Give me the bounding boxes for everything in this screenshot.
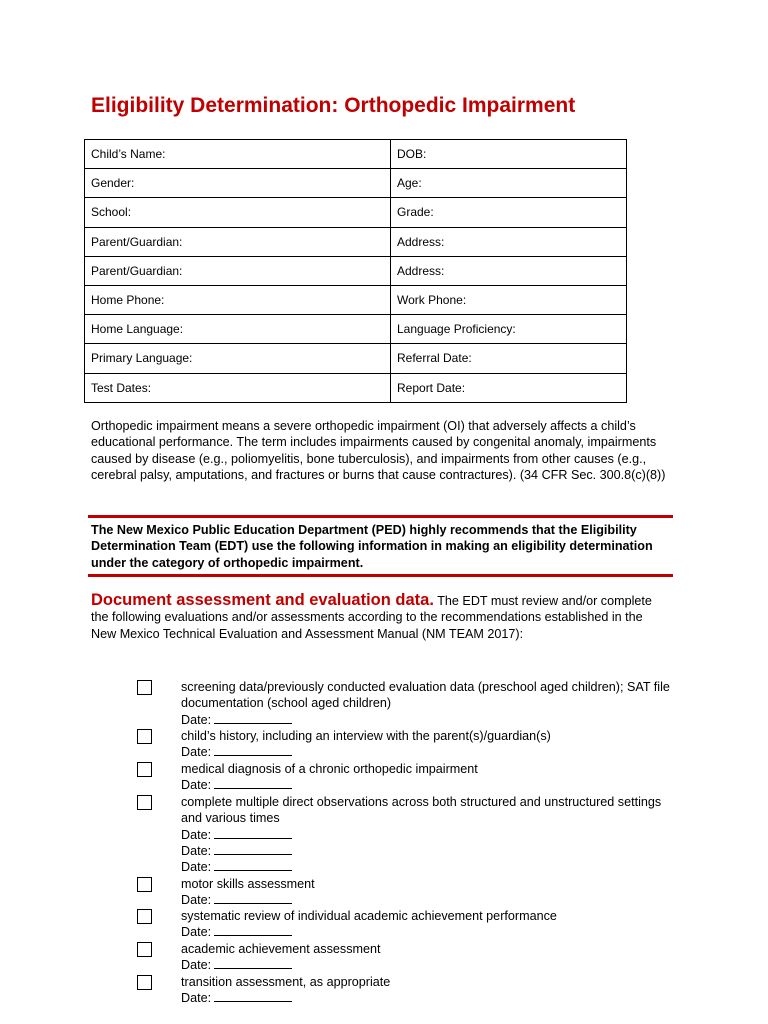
definition-paragraph: Orthopedic impairment means a severe orthopedic impairment (OI) that adversely affects a child’s educational performance. The term includes impairments caused by congenital anomaly, impairments caused by disease (e.g., poliomyelitis, bone tuberculosis), and impairments from other causes (e.g., cerebral palsy, amputations, and fractures or burns that cause contractures). (34 CFR Sec. 300.8(c)(8)) [91, 419, 666, 482]
checklist-item-label: academic achievement assessment [181, 942, 381, 956]
info-cell-right[interactable]: Referral Date: [391, 344, 627, 373]
info-cell-left[interactable]: Home Phone: [85, 285, 391, 314]
info-cell-right[interactable]: DOB: [391, 140, 627, 169]
info-cell-right[interactable]: Address: [391, 256, 627, 285]
date-line[interactable] [181, 990, 681, 1006]
checkbox[interactable] [137, 909, 152, 924]
section-heading: Document assessment and evaluation data. [91, 591, 434, 609]
checklist-item-label: complete multiple direct observations across both structured and unstructured settings and various times [181, 795, 662, 826]
checklist-item-label: motor skills assessment [181, 877, 315, 891]
date-label: Date: [181, 991, 212, 1006]
info-row [85, 140, 627, 169]
recommendation-callout: The New Mexico Public Education Department (PED) highly recommends that the Eligibility Determination Team (EDT) use the following information in making an eligibility determination under the category of orthopedic impairment. [88, 515, 673, 577]
info-cell-right[interactable]: Address: [391, 227, 627, 256]
info-cell-left[interactable]: Child’s Name: [85, 140, 391, 169]
date-label: Date: [181, 778, 212, 793]
checkbox[interactable] [137, 762, 152, 777]
info-cell-right[interactable]: Language Proficiency: [391, 315, 627, 344]
info-cell-left[interactable]: Parent/Guardian: [85, 227, 391, 256]
checklist-text-block [181, 794, 681, 875]
checklist-text-block [181, 728, 681, 761]
info-row [85, 344, 627, 373]
section-body: The EDT must review and/or complete the following evaluations and/or assessments according to the recommendations established in the New Mexico Technical Evaluation and Assessment Manual (NM TEAM 2017): [91, 594, 652, 641]
checklist-item-label: child’s history, including an interview with the parent(s)/guardian(s) [181, 729, 551, 743]
child-info-table [84, 139, 627, 403]
date-blank[interactable] [214, 828, 292, 839]
checkbox[interactable] [137, 729, 152, 744]
info-cell-left[interactable]: Test Dates: [85, 373, 391, 402]
date-label: Date: [181, 827, 212, 842]
checklist-text-block [181, 974, 681, 1007]
assessment-section-intro [91, 592, 671, 642]
checklist-text-block [181, 908, 681, 941]
date-blank[interactable] [214, 958, 292, 969]
date-label: Date: [181, 958, 212, 973]
info-row [85, 256, 627, 285]
info-row [85, 169, 627, 198]
date-line[interactable] [181, 827, 681, 843]
checklist-item-label: medical diagnosis of a chronic orthopedic impairment [181, 762, 478, 776]
checklist-item-label: systematic review of individual academic achievement performance [181, 909, 557, 923]
date-line[interactable] [181, 957, 681, 973]
info-row [85, 227, 627, 256]
info-cell-right[interactable]: Age: [391, 169, 627, 198]
date-blank[interactable] [214, 991, 292, 1002]
page-title: Eligibility Determination: Orthopedic Impairment [91, 94, 576, 117]
date-label: Date: [181, 745, 212, 760]
date-line[interactable] [181, 843, 681, 859]
info-cell-left[interactable]: Parent/Guardian: [85, 256, 391, 285]
info-cell-left[interactable]: Primary Language: [85, 344, 391, 373]
date-label: Date: [181, 860, 212, 875]
checkbox[interactable] [137, 877, 152, 892]
date-blank[interactable] [214, 713, 292, 724]
date-blank[interactable] [214, 745, 292, 756]
info-cell-right[interactable]: Grade: [391, 198, 627, 227]
info-cell-left[interactable]: Home Language: [85, 315, 391, 344]
date-line[interactable] [181, 892, 681, 908]
info-row [85, 315, 627, 344]
date-blank[interactable] [214, 778, 292, 789]
checkbox[interactable] [137, 942, 152, 957]
checklist-text-block [181, 761, 681, 794]
info-cell-right[interactable]: Report Date: [391, 373, 627, 402]
info-row [85, 198, 627, 227]
date-line[interactable] [181, 712, 681, 728]
date-blank[interactable] [214, 925, 292, 936]
info-row [85, 285, 627, 314]
date-line[interactable] [181, 777, 681, 793]
info-cell-left[interactable]: School: [85, 198, 391, 227]
checkbox[interactable] [137, 680, 152, 695]
date-label: Date: [181, 843, 212, 858]
date-line[interactable] [181, 744, 681, 760]
checklist-item-label: screening data/previously conducted evaluation data (preschool aged children); SAT file documentation (school aged children) [181, 680, 670, 711]
checklist-text-block [181, 941, 681, 974]
checklist-text-block [181, 876, 681, 909]
checkbox[interactable] [137, 795, 152, 810]
checkbox[interactable] [137, 975, 152, 990]
date-label: Date: [181, 925, 212, 940]
date-label: Date: [181, 893, 212, 908]
info-cell-right[interactable]: Work Phone: [391, 285, 627, 314]
checklist-item-label: transition assessment, as appropriate [181, 975, 391, 989]
date-blank[interactable] [214, 893, 292, 904]
date-label: Date: [181, 712, 212, 727]
info-row [85, 373, 627, 402]
date-blank[interactable] [214, 844, 292, 855]
date-blank[interactable] [214, 860, 292, 871]
info-cell-left[interactable]: Gender: [85, 169, 391, 198]
date-line[interactable] [181, 859, 681, 875]
date-line[interactable] [181, 924, 681, 940]
checklist-text-block [181, 679, 681, 728]
